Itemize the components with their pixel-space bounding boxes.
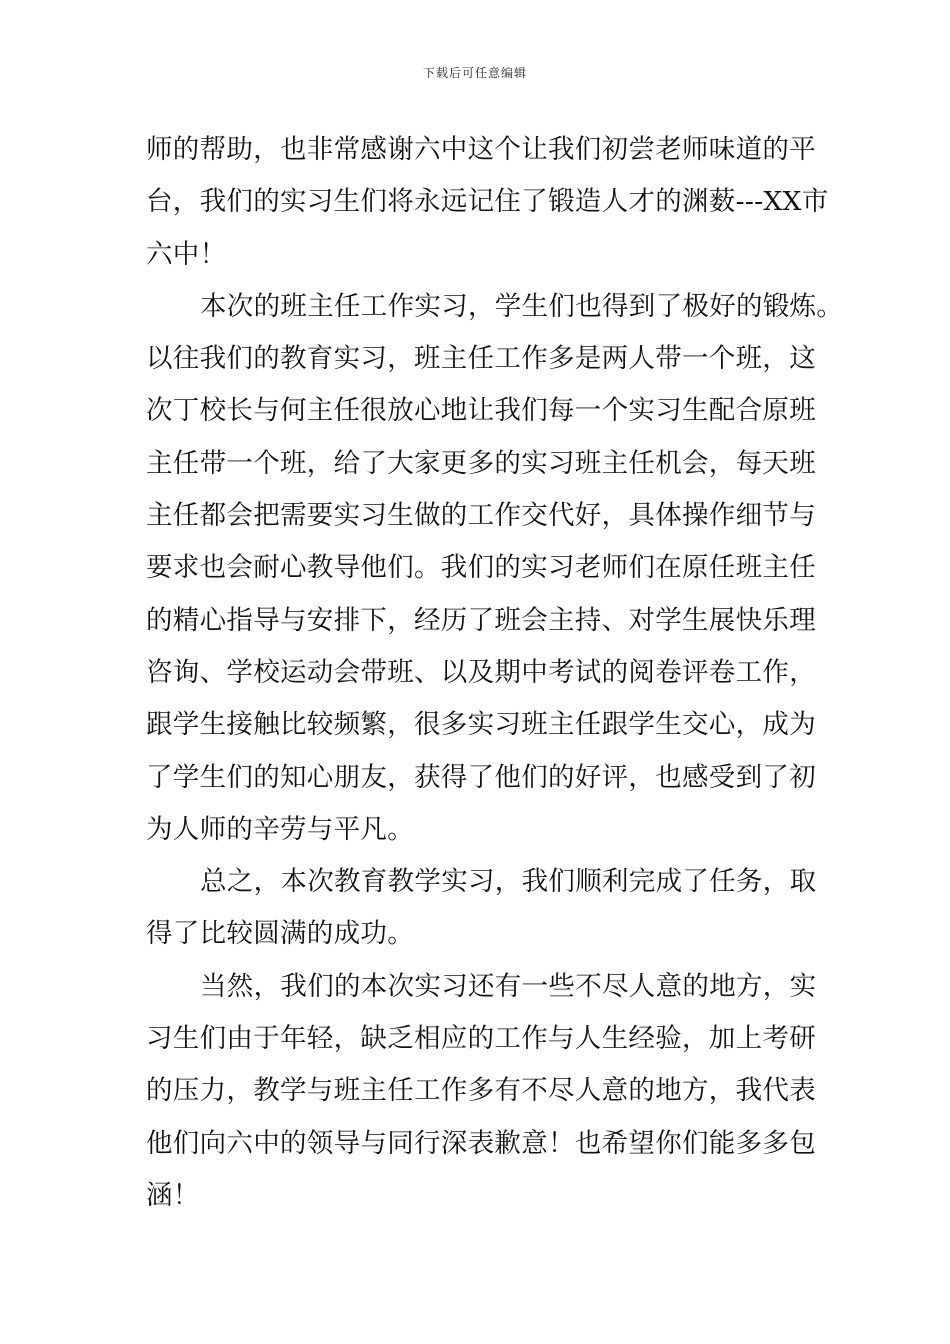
text-line: 六中！	[146, 238, 227, 270]
text-line: 他们向六中的领导与同行深表歉意！也希望你们能多多包	[146, 1127, 816, 1159]
text-line: 跟学生接触比较频繁，很多实习班主任跟学生交心，成为	[146, 709, 816, 741]
text-line: 涵！	[146, 1179, 200, 1211]
text-line: 本次的班主任工作实习，学生们也得到了极好的锻炼。	[200, 290, 844, 322]
text-line: 了学生们的知心朋友，获得了他们的好评，也感受到了初	[146, 761, 816, 793]
text-line: 以往我们的教育实习，班主任工作多是两人带一个班，这	[146, 343, 816, 375]
text-line: 师的帮助，也非常感谢六中这个让我们初尝老师味道的平	[146, 134, 816, 165]
text-line: 主任都会把需要实习生做的工作交代好，具体操作细节与	[146, 500, 816, 532]
text-line: 得了比较圆满的成功。	[146, 918, 414, 950]
text-line: 当然，我们的本次实习还有一些不尽人意的地方，实	[200, 970, 817, 1002]
text-line: 台，我们的实习生们将永远记住了锻造人才的渊薮---XX市	[146, 186, 829, 218]
text-line: 的精心指导与安排下，经历了班会主持、对学生展快乐理	[146, 604, 816, 636]
page-header: 下载后可任意编辑	[422, 66, 527, 80]
text-line: 要求也会耐心教导他们。我们的实习老师们在原任班主任	[146, 552, 816, 584]
text-line: 为人师的辛劳与平凡。	[146, 813, 414, 845]
text-line: 习生们由于年轻，缺乏相应的工作与人生经验，加上考研	[146, 1023, 816, 1055]
text-line: 次丁校长与何主任很放心地让我们每一个实习生配合原班	[146, 395, 816, 427]
text-line: 的压力，教学与班主任工作多有不尽人意的地方，我代表	[146, 1075, 816, 1107]
text-line: 主任带一个班，给了大家更多的实习班主任机会，每天班	[146, 447, 816, 479]
document-body	[146, 124, 844, 1222]
text-line: 咨询、学校运动会带班、以及期中考试的阅卷评卷工作，	[146, 656, 816, 688]
text-line: 总之，本次教育教学实习，我们顺利完成了任务，取	[200, 866, 817, 898]
